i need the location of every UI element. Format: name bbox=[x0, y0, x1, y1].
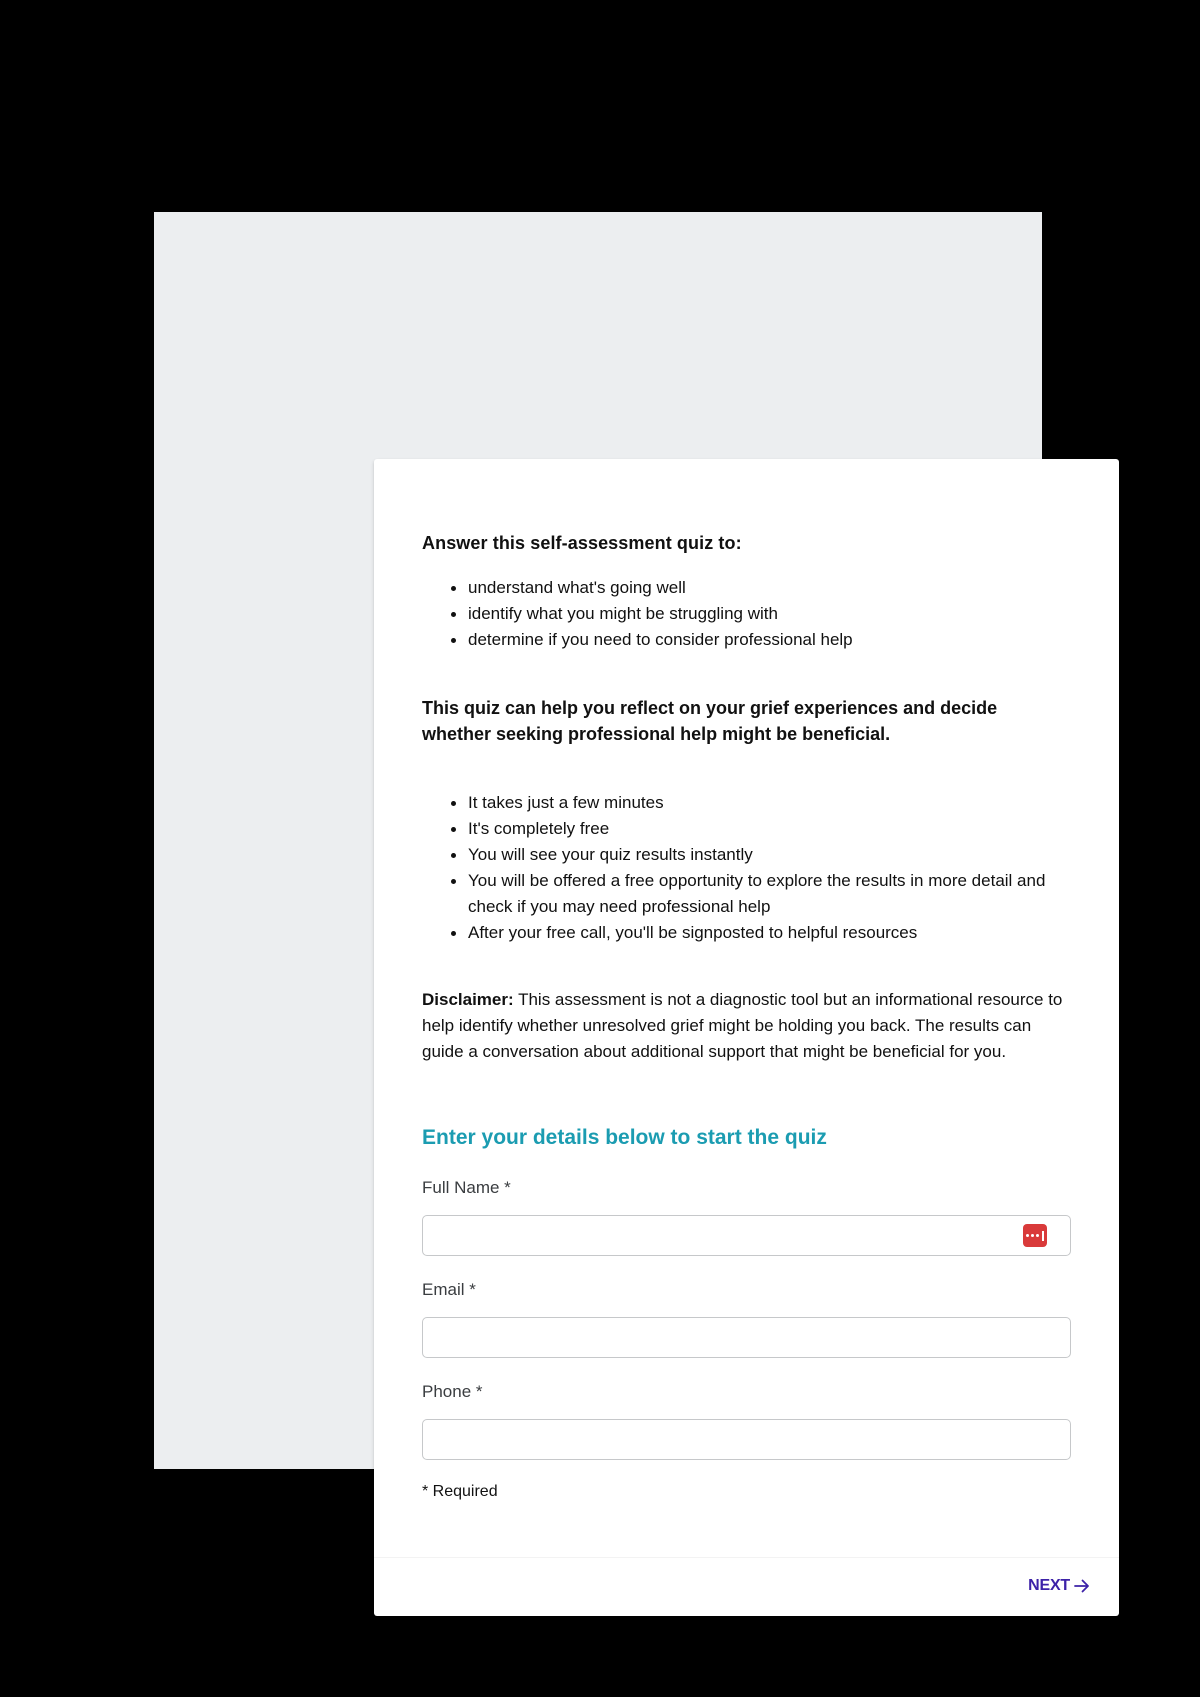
list-item: understand what's going well bbox=[450, 575, 853, 601]
page-background bbox=[154, 212, 1070, 1594]
required-note: * Required bbox=[422, 1483, 498, 1500]
email-label: Email * bbox=[422, 1280, 476, 1299]
next-label: NEXT bbox=[1028, 1577, 1070, 1594]
next-button[interactable] bbox=[1028, 1577, 1090, 1595]
disclaimer-label: Disclaimer: bbox=[422, 990, 514, 1009]
list-item: You will be offered a free opportunity to explore the results in more detail and check if you may need professional help bbox=[450, 868, 1050, 920]
cursor-bar bbox=[1042, 1231, 1044, 1241]
dot bbox=[1026, 1234, 1029, 1237]
intro-heading: Answer this self-assessment quiz to: bbox=[422, 533, 742, 553]
form-heading: Enter your details below to start the quiz bbox=[422, 1126, 827, 1149]
arrow-right-icon bbox=[1074, 1579, 1090, 1593]
list-item: identify what you might be struggling with bbox=[450, 601, 853, 627]
list-item: It takes just a few minutes bbox=[450, 790, 1050, 816]
disclaimer-text: This assessment is not a diagnostic tool but an informational resource to help identify whether unresolved grief might be holding you back. The results can guide a conversation about additional support that might be beneficial for you. bbox=[422, 990, 1063, 1061]
quiz-summary: This quiz can help you reflect on your grief experiences and decide whether seeking professional help might be beneficial. bbox=[422, 698, 998, 744]
list-item: You will see your quiz results instantly bbox=[450, 842, 1050, 868]
list-item: determine if you need to consider professional help bbox=[450, 627, 853, 653]
password-manager-icon[interactable] bbox=[1023, 1224, 1047, 1247]
quiz-goals-list bbox=[450, 575, 853, 653]
dot bbox=[1036, 1234, 1039, 1237]
phone-label: Phone * bbox=[422, 1382, 483, 1401]
quiz-benefits-list bbox=[450, 790, 1050, 946]
list-item: After your free call, you'll be signposted to helpful resources bbox=[450, 920, 1050, 946]
disclaimer bbox=[422, 987, 1072, 1065]
card-footer bbox=[374, 1557, 1119, 1617]
full-name-label: Full Name * bbox=[422, 1178, 511, 1197]
quiz-card bbox=[374, 459, 1119, 1616]
dot bbox=[1031, 1234, 1034, 1237]
full-name-input[interactable] bbox=[422, 1215, 1071, 1256]
phone-input[interactable] bbox=[422, 1419, 1071, 1460]
list-item: It's completely free bbox=[450, 816, 1050, 842]
email-input[interactable] bbox=[422, 1317, 1071, 1358]
